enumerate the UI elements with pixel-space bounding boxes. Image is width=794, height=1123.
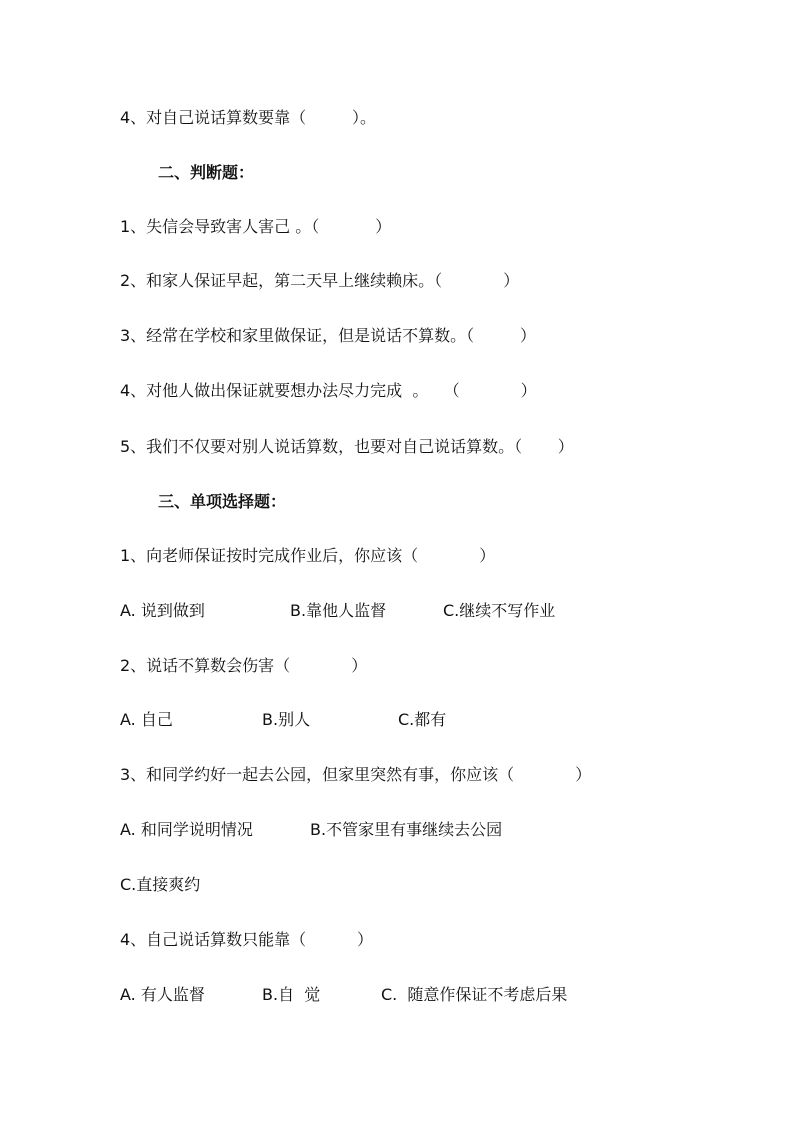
choice-question-4-stem: 4、自己说话算数只能靠（ ） [120, 930, 374, 949]
judge-section-heading: 二、判断题： [158, 163, 255, 182]
judge-item-1: 1、失信会导致害人害己 。（ ） [120, 217, 392, 236]
choice-q3-option-c: C.直接爽约 [120, 875, 201, 894]
choice-section-heading: 三、单项选择题： [158, 492, 287, 511]
fill-blank-question-4: 4、对自己说话算数要靠（ ）。 [120, 108, 376, 127]
choice-q3-option-b: B.不管家里有事继续去公园 [310, 820, 503, 839]
choice-question-2-stem: 2、说话不算数会伤害（ ） [120, 656, 368, 675]
choice-q4-option-b: B.自 觉 [262, 985, 321, 1004]
choice-q2-option-c: C.都有 [398, 710, 447, 729]
choice-q4-option-a: A. 有人监督 [120, 985, 205, 1004]
choice-q1-option-b: B.靠他人监督 [290, 601, 387, 620]
choice-q4-option-c: C. 随意作保证不考虑后果 [381, 985, 568, 1004]
judge-item-2: 2、和家人保证早起，第二天早上继续赖床。（ ） [120, 271, 520, 290]
choice-q1-option-c: C.继续不写作业 [443, 601, 556, 620]
choice-question-3-stem: 3、和同学约好一起去公园，但家里突然有事，你应该（ ） [120, 765, 592, 784]
choice-q2-option-b: B.别人 [262, 710, 311, 729]
choice-q2-option-a: A. 自己 [120, 710, 173, 729]
judge-item-3: 3、经常在学校和家里做保证，但是说话不算数。（ ） [120, 326, 536, 345]
judge-item-4: 4、对他人做出保证就要想办法尽力完成 。 （ ） [120, 381, 537, 400]
judge-item-5: 5、我们不仅要对别人说话算数，也要对自己说话算数。（ ） [120, 437, 574, 456]
choice-question-1-stem: 1、向老师保证按时完成作业后，你应该（ ） [120, 546, 496, 565]
choice-q1-option-a: A. 说到做到 [120, 601, 205, 620]
choice-q3-option-a: A. 和同学说明情况 [120, 820, 253, 839]
